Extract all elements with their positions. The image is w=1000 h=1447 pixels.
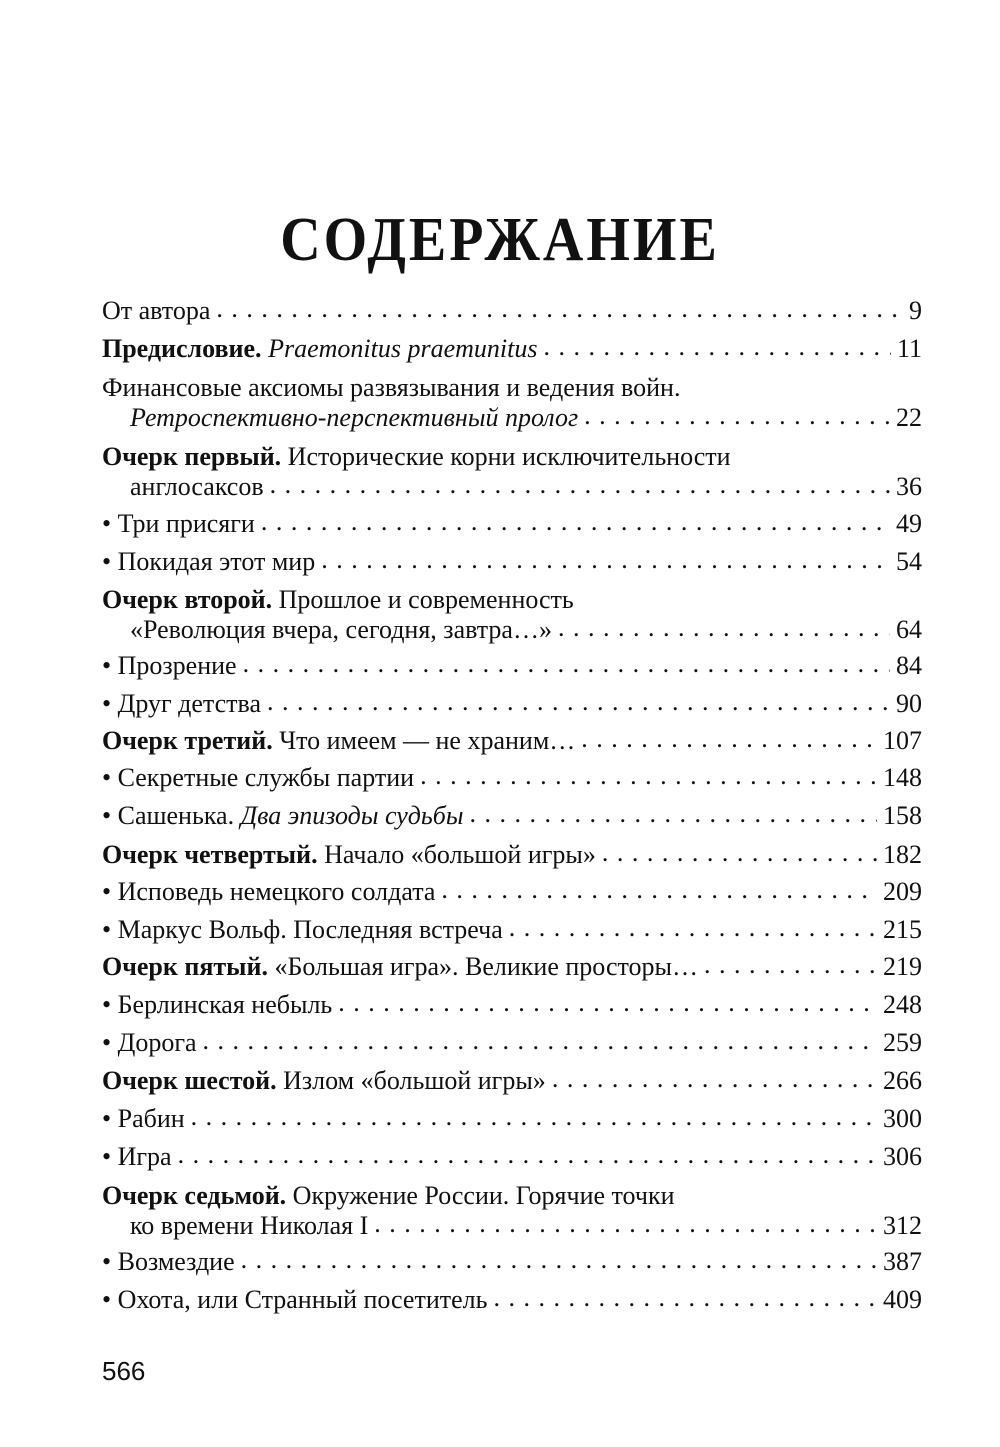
entry-title: • Берлинская небыль xyxy=(102,990,333,1019)
entry-page: 182 xyxy=(883,840,922,869)
entry-page: 409 xyxy=(883,1285,922,1314)
entry-page: 148 xyxy=(883,763,922,792)
entry-title: Исторические корни исключительности xyxy=(287,442,731,471)
entry-title: • Три присяги xyxy=(102,509,255,538)
entry-title: • Дорога xyxy=(102,1028,197,1057)
leader-dots xyxy=(584,401,890,431)
entry-title: • Охота, или Странный посетитель xyxy=(102,1285,488,1314)
leader-dots xyxy=(469,799,877,829)
entry-title: • Исповедь немецкого солдата xyxy=(102,877,436,906)
entry-bold-title: Очерк шестой. xyxy=(102,1066,277,1095)
toc-entry[interactable] xyxy=(102,442,922,502)
entry-title: • Сашенька. xyxy=(102,801,235,830)
entry-title: Финансовые аксиомы развязывания и ведения войн. xyxy=(102,373,681,402)
toc-entry[interactable] xyxy=(102,373,922,433)
leader-dots xyxy=(243,649,890,679)
entry-title: Окружение России. Горячие точки xyxy=(292,1181,675,1210)
entry-subtitle: Два эпизоды судьбы xyxy=(240,801,464,830)
toc-entry[interactable] xyxy=(102,1285,922,1315)
toc-entry[interactable] xyxy=(102,509,922,539)
leader-dots xyxy=(374,1209,877,1239)
toc-entry[interactable] xyxy=(102,296,922,326)
leader-dots xyxy=(321,545,890,575)
toc-entry[interactable] xyxy=(102,1247,922,1277)
entry-title: • Покидая этот мир xyxy=(102,547,316,576)
entry-bold-title: Очерк четвертый. xyxy=(102,840,318,869)
entry-bold-title: Очерк пятый. xyxy=(102,952,268,981)
page-number: 566 xyxy=(102,1356,146,1386)
leader-dots xyxy=(552,1064,877,1094)
entry-title: • Друг детства xyxy=(102,689,261,718)
entry-bold-title: Очерк первый. xyxy=(102,442,282,471)
entry-page: 215 xyxy=(883,915,922,944)
toc-entry[interactable] xyxy=(102,1028,922,1058)
entry-title: • Игра xyxy=(102,1142,172,1171)
entry-title-continued: «Революция вчера, сегодня, завтра…» xyxy=(130,615,552,644)
toc-entry[interactable] xyxy=(102,585,922,645)
leader-dots xyxy=(543,332,891,362)
entry-page: 158 xyxy=(883,801,922,830)
entry-bold-title: Очерк третий. xyxy=(102,726,273,755)
leader-dots xyxy=(704,950,877,980)
leader-dots xyxy=(420,761,877,791)
entry-page: 107 xyxy=(883,726,922,755)
entry-page: 64 xyxy=(896,615,922,644)
entry-page: 209 xyxy=(883,877,922,906)
toc-entry[interactable] xyxy=(102,547,922,577)
leader-dots xyxy=(509,913,877,943)
leader-dots xyxy=(216,294,903,324)
entry-page: 36 xyxy=(896,472,922,501)
entry-title-continued: ко времени Николая I xyxy=(130,1211,369,1240)
toc-entry[interactable] xyxy=(102,334,922,364)
toc-entry[interactable] xyxy=(102,840,922,870)
entry-title: Излом «большой игры» xyxy=(283,1066,546,1095)
entry-page: 49 xyxy=(896,509,922,538)
entry-title: Что имеем — не храним… xyxy=(279,726,576,755)
entry-page: 22 xyxy=(896,403,922,432)
entry-title: От автора xyxy=(102,296,211,325)
toc-entry[interactable] xyxy=(102,1142,922,1172)
entry-page: 11 xyxy=(896,334,922,363)
toc-entry[interactable] xyxy=(102,1181,922,1241)
entry-title: • Возмездие xyxy=(102,1247,235,1276)
toc-entry[interactable] xyxy=(102,877,922,907)
entry-page: 387 xyxy=(883,1247,922,1276)
entry-bold-title: Очерк второй. xyxy=(102,585,273,614)
entry-bold-title: Очерк седьмой. xyxy=(102,1181,287,1210)
entry-title: Прошлое и современность xyxy=(278,585,574,614)
entry-page: 266 xyxy=(883,1066,922,1095)
entry-page: 259 xyxy=(883,1028,922,1057)
entry-page: 219 xyxy=(883,952,922,981)
leader-dots xyxy=(338,988,877,1018)
leader-dots xyxy=(493,1283,877,1313)
entry-page: 54 xyxy=(896,547,922,576)
entry-page: 248 xyxy=(883,990,922,1019)
entry-subtitle: Ретроспективно-перспективный пролог xyxy=(130,403,579,432)
entry-page: 306 xyxy=(883,1142,922,1171)
entry-page: 9 xyxy=(909,296,922,325)
toc-entry[interactable] xyxy=(102,1066,922,1096)
page-title: СОДЕРЖАНИЕ xyxy=(280,205,720,275)
toc-entry[interactable] xyxy=(102,651,922,681)
entry-page: 312 xyxy=(883,1211,922,1240)
leader-dots xyxy=(558,613,890,643)
leader-dots xyxy=(191,1102,877,1132)
toc-entry[interactable] xyxy=(102,990,922,1020)
entry-title: • Маркус Вольф. Последняя встреча xyxy=(102,915,503,944)
leader-dots xyxy=(581,724,877,754)
entry-page: 90 xyxy=(896,689,922,718)
toc-entry[interactable] xyxy=(102,726,922,756)
leader-dots xyxy=(261,507,890,537)
entry-page: 300 xyxy=(883,1104,922,1133)
toc-entry[interactable] xyxy=(102,801,922,831)
leader-dots xyxy=(270,470,890,500)
entry-page: 84 xyxy=(896,651,922,680)
entry-title: • Секретные службы партии xyxy=(102,763,415,792)
entry-title-continued: англосаксов xyxy=(130,472,264,501)
leader-dots xyxy=(241,1245,877,1275)
entry-title: • Прозрение xyxy=(102,651,237,680)
toc-entry[interactable] xyxy=(102,689,922,719)
toc-entry[interactable] xyxy=(102,915,922,945)
entry-title: Начало «большой игры» xyxy=(324,840,596,869)
toc-entry[interactable] xyxy=(102,1104,922,1134)
entry-title: «Большая игра». Великие просторы… xyxy=(274,952,698,981)
entry-subtitle: Praemonitus praemunitus xyxy=(268,334,538,363)
leader-dots xyxy=(441,875,877,905)
leader-dots xyxy=(203,1026,877,1056)
toc-entry[interactable] xyxy=(102,952,922,982)
leader-dots xyxy=(602,838,877,868)
entry-title: • Рабин xyxy=(102,1104,185,1133)
toc-entry[interactable] xyxy=(102,763,922,793)
leader-dots xyxy=(178,1140,877,1170)
leader-dots xyxy=(267,687,890,717)
entry-bold-title: Предисловие. xyxy=(102,334,262,363)
